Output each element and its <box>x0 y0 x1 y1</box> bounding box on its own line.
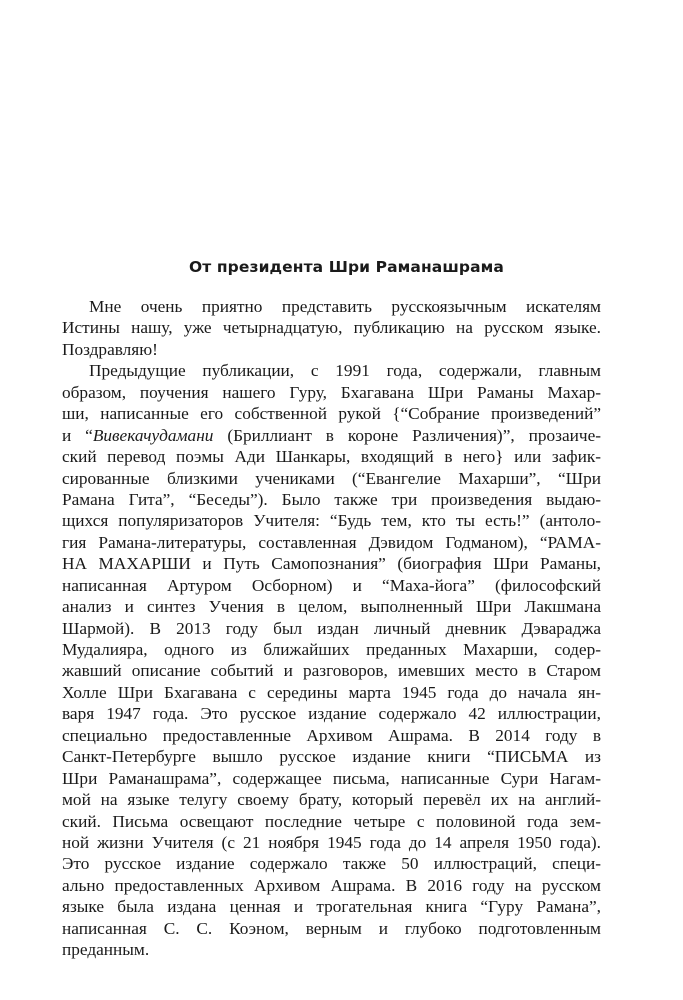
text-line: щихся популяризаторов Учителя: “Будь тем, кто ты есть!” (антоло- <box>62 511 601 531</box>
text-line: гия Рамана-литературы, составленная Дэвидом Годманом), “РАМА- <box>62 532 601 552</box>
text-line: Истины нашу, уже четырнадцатую, публикацию на русском языке. <box>62 318 601 338</box>
text-line: анализ и синтез Учения в целом, выполненный Шри Лакшмана <box>62 597 601 617</box>
text-line: сированные близкими учениками (“Евангелие Махарши”, “Шри <box>62 468 601 488</box>
text-line: образом, поучения нашего Гуру, Бхагавана Шри Раманы Махар- <box>62 382 601 402</box>
text-line: варя 1947 года. Это русское издание содержало 42 иллюстрации, <box>62 704 601 724</box>
text-line: жавший описание событий и разговоров, имевших место в Старом <box>62 661 601 681</box>
text-line: Холле Шри Бхагавана с середины марта 1945 года до начала ян- <box>62 682 601 702</box>
text-line: ной жизни Учителя (с 21 ноября 1945 года до 14 апреля 1950 года). <box>62 832 601 852</box>
text-line: Это русское издание содержало также 50 иллюстраций, специ- <box>62 854 601 874</box>
text-line: Поздравляю! <box>62 339 158 359</box>
text-line: ально предоставленных Архивом Ашрама. В 2016 году на русском <box>62 875 601 895</box>
text-line-part: и “ <box>62 425 93 445</box>
text-line: НА МАХАРШИ и Путь Самопознания” (биография Шри Раманы, <box>62 554 601 574</box>
text-line: языке была издана ценная и трогательная книга “Гуру Рамана”, <box>62 897 601 917</box>
text-line: Предыдущие публикации, с 1991 года, содержали, главным <box>89 361 601 381</box>
text-line: Рамана Гита”, “Беседы”). Было также три произведения выдаю- <box>62 489 601 509</box>
text-line: Мне очень приятно представить русскоязычным искателям <box>89 297 601 316</box>
text-line-part: (Бриллиант в короне Различения)”, прозаиче- <box>213 425 601 445</box>
chapter-title: От президента Шри Раманашрама <box>189 258 504 276</box>
text-line: написанная Артуром Осборном) и “Маха-йога” (философский <box>62 575 601 595</box>
text-line <box>62 425 601 446</box>
text-line: Мудалияра, одного из ближайших преданных Махарши, содер- <box>62 640 601 659</box>
italic-title: Вивекачудамани <box>92 425 214 445</box>
text-line: Шармой). В 2013 году был издан личный дневник Дэвараджа <box>62 618 601 638</box>
body-text <box>62 296 601 961</box>
text-line: специально предоставленные Архивом Ашрама. В 2014 году в <box>62 725 601 745</box>
text-line: ши, написанные его собственной рукой {“Собрание произведений” <box>62 404 601 424</box>
text-line: преданным. <box>62 940 150 960</box>
text-line: ский. Письма освещают последние четыре с половиной года зем- <box>62 811 601 831</box>
text-line: ский перевод поэмы Ади Шанкары, входящий в него} или зафик- <box>62 447 601 467</box>
text-line: написанная С. С. Коэном, верным и глубоко подготовленным <box>62 918 601 938</box>
text-line: Санкт-Петербурге вышло русское издание книги “ПИСЬМА из <box>62 747 601 767</box>
text-line: Шри Раманашрама”, содержащее письма, написанные Сури Нагам- <box>62 768 601 788</box>
text-line: мой на языке телугу своему брату, который перевёл их на англий- <box>62 790 601 810</box>
